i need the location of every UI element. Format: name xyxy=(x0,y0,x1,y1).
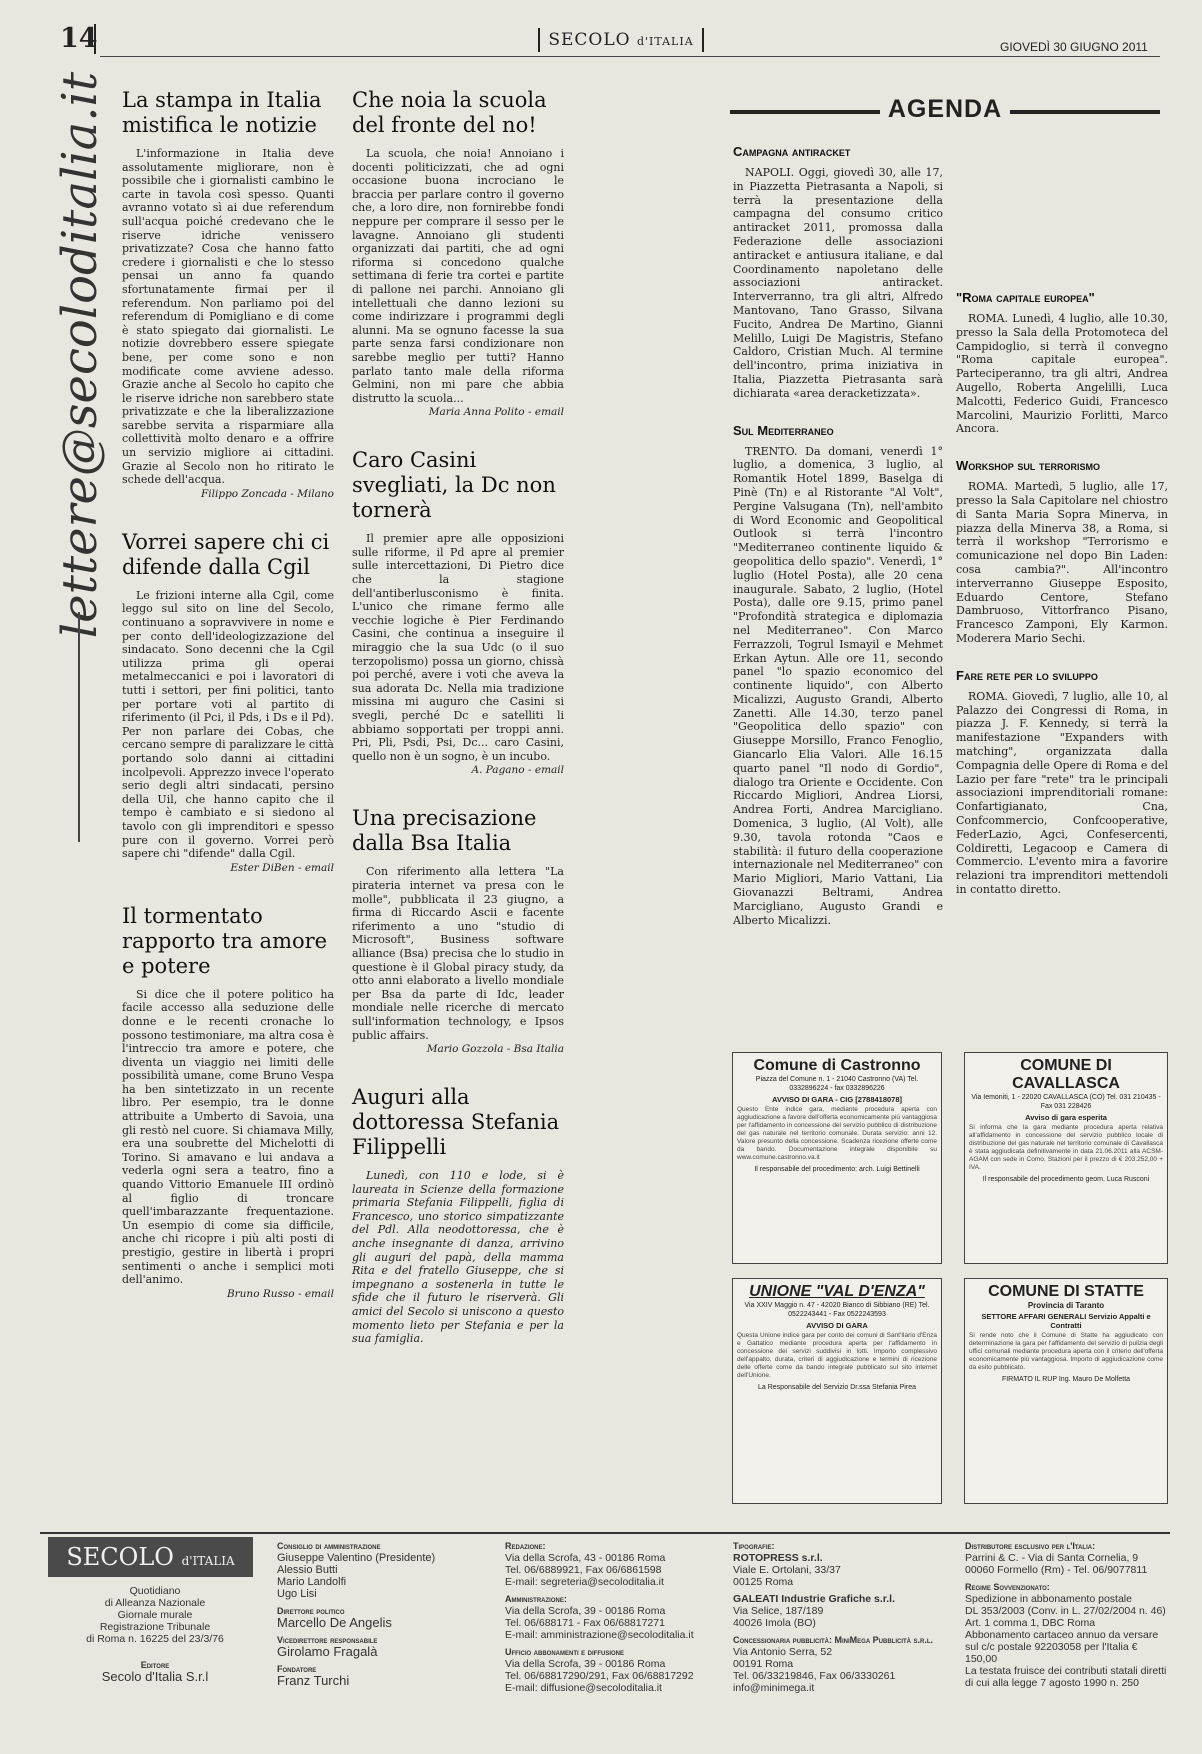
colophon-printing xyxy=(733,1540,943,1694)
notice-body: Si informa che la gara mediante procedura aperta relativa all'affidamento in concessione del servizio pubblico locale di distribuzione del gas naturale nel territorio comunale di Cavallasca è stata aggiudicata definitivamente in data 21.06.2011 alla ACSM-AGAM con sede in Como. Stazioni per il prezzo di € 203.252,00 + IVA. xyxy=(969,1124,1163,1171)
letter-body: Con riferimento alla lettera "La pirateria internet va presa con le molle", pubblicata il 23 giugno, a firma di Riccardo Ascii e facente riferimento a uno "studio di Microsoft", Business software alliance (Bsa) precisa che lo studio in questione è il Global piracy study, da otto anni elaborato a livello mondiale per Bsa da parte di Idc, leader mondiale nelle ricerche di mercato sull'information technology, e Ipsos public affairs. xyxy=(352,865,564,1042)
letter-title: La stampa in Italia mistifica le notizie xyxy=(122,88,322,137)
colophon-line[interactable]: E-mail: diffusione@secoloditalia.it xyxy=(505,1682,662,1694)
notice-responsible: FIRMATO IL RUP Ing. Mauro De Molfetta xyxy=(1001,1376,1131,1383)
notice-heading: AVVISO DI GARA xyxy=(806,1321,868,1330)
notice-heading: Avviso di gara esperita xyxy=(1025,1113,1107,1122)
colophon-line: di Alleanza Nazionale xyxy=(104,1597,206,1609)
letter-title: Auguri alla dottoressa Stefania Filippelli xyxy=(352,1085,560,1160)
colophon-heading: Editore xyxy=(140,1660,170,1670)
colophon-line: 00125 Roma xyxy=(733,1576,794,1588)
colophon-line: Ugo Lisi xyxy=(277,1588,317,1600)
colophon-heading: Distributore esclusivo per l'Italia: xyxy=(965,1541,1096,1551)
colophon-heading: Ufficio abbonamenti e diffusione xyxy=(505,1647,624,1657)
colophon-line: Via Selice, 187/189 xyxy=(733,1605,824,1617)
letter-article xyxy=(122,530,334,874)
side-email-text: lettere@secoloditalia.it xyxy=(52,71,108,639)
colophon-line: Parrini & C. - Via di Santa Cornelia, 9 xyxy=(965,1552,1139,1564)
colophon-heading: Consiglio di amministrazione xyxy=(277,1541,381,1551)
letter-signature: Ester DiBen - email xyxy=(230,861,334,874)
agenda-title: AGENDA xyxy=(887,95,1003,123)
colophon-line: Alessio Butti xyxy=(277,1564,338,1576)
colophon-line: Via della Scrofa, 43 - 00186 Roma xyxy=(505,1552,666,1564)
letter-title: Una precisazione dalla Bsa Italia xyxy=(352,806,537,856)
colophon-line: Girolamo Fragalà xyxy=(277,1644,378,1659)
letter-body: L'informazione in Italia deve assolutamente migliorare, non è possibile che i giornalisti cambino le carte in tavola così spesso. Quanti avranno votato sì ai due referendum sull'acqua poiché credevano che le riserve idriche venissero privatizzate? Cosa che hanno fatto credere i giornalisti e che lo stesso pensai un anno fa quando sfortunatamente firmai per il referendum. Non parliamo poi del referendum di Pomigliano e di come è stato spiegato dai giornalisti. Le notizie dovrebbero essere spiegate bene, per come sono e non modificate come avviene adesso. Grazie anche al Secolo ho capito che le riserve idriche non sarebbero state privatizzate e che la liberalizzazione sarebbe servita a risparmiare alla collettività molto denaro e a offrire un servizio migliore ai cittadini. Grazie al Secolo non ho ritirato le schede dell'acqua. xyxy=(122,147,334,487)
colophon-line[interactable]: info@minimega.it xyxy=(733,1682,815,1694)
agenda-heading xyxy=(730,95,1160,129)
colophon-line: Via della Scrofa, 39 - 00186 Roma xyxy=(505,1605,666,1617)
footer-logo-main: SECOLO xyxy=(66,1543,174,1571)
colophon-heading: Amministrazione: xyxy=(505,1594,567,1604)
masthead-name: SECOLO xyxy=(548,30,631,50)
letters-column-1 xyxy=(122,88,334,1330)
masthead xyxy=(538,28,704,52)
legal-notice-val-denza xyxy=(732,1278,942,1504)
colophon-line: ROTOPRESS s.r.l. xyxy=(733,1552,823,1564)
colophon-line: DL 353/2003 (Conv. in L. 27/02/2004 n. 46) xyxy=(965,1605,1166,1617)
colophon-line: di cui alla legge 7 agosto 1990 n. 250 xyxy=(965,1677,1139,1689)
colophon-board xyxy=(277,1540,487,1687)
notice-responsible: Il responsabile del procedimento geom. Luca Rusconi xyxy=(982,1176,1150,1183)
colophon-line: Tel. 06/688171 - Fax 06/68817271 xyxy=(505,1617,665,1629)
colophon-line: 00060 Formello (Rm) - Tel. 06/9077811 xyxy=(965,1564,1148,1576)
letter-signature: Bruno Russo - email xyxy=(226,1287,334,1300)
agenda-item xyxy=(733,423,943,928)
agenda-item-body: ROMA. Giovedì, 7 luglio, alle 10, al Palazzo dei Congressi di Roma, in piazza J. F. Kennedy, si terrà la manifestazione "Expanders with matching", organizzata dalla Compagnia delle Opere di Roma e del Lazio per fare "rete" tra le principali associazioni imprenditoriali romane: Confartigianato, Cna, Confcommercio, Confcooperative, FederLazio, Agci, Confesercenti, Coldiretti, Legacoop e Camera di Commercio. L'evento mira a favorire relazioni tra imprenditori mettendoli in contatto diretto. xyxy=(956,689,1168,896)
colophon-heading: Concessionaria pubblicità: MiniMega Pubblicità s.r.l. xyxy=(733,1635,933,1645)
letter-article xyxy=(122,88,334,500)
colophon-line[interactable]: E-mail: amministrazione@secoloditalia.it xyxy=(505,1629,694,1641)
agenda-item-body: ROMA. Martedì, 5 luglio, alle 17, presso la Sala Capitolare nel chiostro di Santa Maria Sopra Minerva, in piazza della Minerva 38, a Roma, si terrà il workshop "Terrorismo e comunicazione nel dopo Bin Laden: cosa cambia?". All'incontro interverranno Giuseppe Esposito, Eduardo Centore, Stefano Dambruoso, Vittorfranco Pisano, Francesco Zamponi, Ely Karmon. Moderera Mario Sechi. xyxy=(956,480,1168,645)
colophon-line: Giuseppe Valentino (Presidente) xyxy=(277,1552,436,1564)
colophon-heading: Tipografie: xyxy=(733,1541,775,1551)
agenda-item-title: "Roma capitale europea" xyxy=(956,290,1095,305)
notice-title: Comune di Castronno xyxy=(753,1057,921,1074)
agenda-item-body: NAPOLI. Oggi, giovedì 30, alle 17, in Piazzetta Pietrasanta a Napoli, si terrà la presentazione della campagna del consumo critico antiracket 2011, promossa dalla Federazione delle associazioni antiracket e antiusura italiane, e dal Coordinamento napoletano delle associazioni antiracket. Interverranno, tra gli altri, Alfredo Mantovano, Tano Grasso, Silvana Fucito, Andrea De Martino, Gianni Melillo, Luigi De Magistris, Stefano Caldoro, Cristian Much. Al termine dell'incontro, prima iniziativa in Italia, Piazzetta Pietrasanta sarà dichiarata «area deracketizzata». xyxy=(733,166,943,400)
side-rule xyxy=(78,612,80,842)
agenda-item-body: TRENTO. Da domani, venerdì 1° luglio, a domenica, 3 luglio, al Romantik Hotel 1899, Baselga di Pinè (Tn) e al Ristorante "Al Volt", Pergine Valsugana (Tn), nell'ambito di Word Economic and Geopolitical Outlook si terrà l'incontro "Mediterraneo continente liquido & geopolitica dello spazio". Venerdì, 1° luglio (Hotel Posta), alle 20 cena inaugurale. Sabato, 2 luglio, (Hotel Posta), dalle ore 9.15, primo panel "Profondità strategica e diplomazia nel Mediterraneo". Con Marco Ferrazzoli, Togrul Ismayil e Mehmet Erkan Aytun. Alle ore 11, secondo panel "lo spazio economico del continente liquido", con Alberto Micalizzi, Augusto Grandi, Alberto Zanetti. Alle 14.30, terzo panel "Geopolitica dello spazio" con Giuseppe Morsillo, Franco Fenoglio, Giancarlo Elia Valori. Alle 16.15 quarto panel "Il nodo di Gordio", dialogo tra Oriente e Occidente. Con Riccardo Migliori, Andrea Liorsi, Andrea Forti, Andrea Marcigliano. Domenica, 3 luglio, (Al Volt), alle 9.30, tavola rotonda "Caos e stabilità: il futuro della cooperazione internazionale nel Mediterraneo" con Mario Migliori, Mario Vattani, Lia Giovanazzi Beltrami, Andrea Marcigliano, Augusto Grandi e Alberto Micalizzi. xyxy=(733,444,943,927)
colophon-line: di Roma n. 16225 del 23/3/76 xyxy=(86,1633,224,1645)
agenda-item-title: Sul Mediterraneo xyxy=(733,422,834,438)
colophon-line: 00191 Roma xyxy=(733,1658,794,1670)
letter-signature: Mario Gozzola - Bsa Italia xyxy=(426,1043,564,1056)
colophon-heading: Fondatore xyxy=(277,1664,317,1674)
notice-address: Via XXIV Maggio n. 47 - 42020 Bianco di Sibbiano (RE) Tel. 0522243441 - Fax 0522243593 xyxy=(744,1302,930,1318)
agenda-item-title: Workshop sul terrorismo xyxy=(956,458,1100,474)
header-rule xyxy=(100,56,1160,57)
legal-notice-cavallasca xyxy=(964,1052,1168,1264)
letter-title: Caro Casini svegliati, la Dc non tornerà xyxy=(352,448,556,523)
letter-article xyxy=(352,88,564,418)
colophon-line: Franz Turchi xyxy=(277,1673,350,1688)
letter-article xyxy=(352,806,564,1055)
legal-notice-castronno xyxy=(732,1052,942,1264)
letter-body: Si dice che il potere politico ha facile accesso alla seduzione delle donne e le recenti cronache lo possono testimoniare, ma altra cosa è l'intreccio tra amore e potere, che diventa un viaggio nei limiti delle possibilità umane, come Bruno Vespa ha ben sintetizzato in un recente libro. Per esempio, tra le donne attribuite a Umberto di Savoia, una gli restò nel cuore. Si chiamava Milly, era una soubrette del Michelotti di Torino. Si amavano e lui andava a vederla ogni sera a teatro, fino a quando Vittorio Emanuele III ordinò al figlio di troncare quell'imbarazzante frequentazione. Un esempio di come sia difficile, anche chi ricopre i più alti posti di prestigio, gestire in libertà i propri sentimenti o anche i semplici moti dell'animo. xyxy=(122,987,334,1287)
colophon-heading: Redazione: xyxy=(505,1541,546,1551)
colophon-line: Spedizione in abbonamento postale xyxy=(965,1593,1132,1605)
notice-title: COMUNE DI STATTE xyxy=(988,1283,1144,1300)
notice-responsible: Il responsabile del procedimento: arch. Luigi Bettinelli xyxy=(754,1166,920,1173)
colophon-line: Registrazione Tribunale xyxy=(99,1621,211,1633)
agenda-item-title: Campagna antiracket xyxy=(733,144,851,159)
colophon-line: GALEATI Industrie Grafiche s.r.l. xyxy=(733,1593,896,1605)
colophon-line: Viale E. Ortolani, 33/37 xyxy=(733,1564,841,1576)
colophon-heading: Regime Sovvenzionato: xyxy=(965,1582,1050,1592)
colophon-line: Tel. 06/6889921, Fax 06/6861598 xyxy=(505,1564,662,1576)
colophon-line: Quotidiano xyxy=(129,1585,181,1597)
colophon-line: Giornale murale xyxy=(117,1609,193,1621)
notice-body: Questo Ente indice gara, mediante procedura aperta con aggiudicazione a favore dell'offerta economicamente più vantaggiosa per l'affidamento in concessione del servizio pubblico di distribuzione del gas naturale nel territorio comunale. Durata servizio: anni 12. Valore presunto della concessione. Scadenza ricezione offerte come da bando. Documentazione integrale disponibile su www.comune.castronno.va.it xyxy=(737,1106,937,1161)
colophon-line: Abbonamento cartaceo annuo da versare xyxy=(965,1629,1159,1641)
letter-article xyxy=(352,1085,564,1346)
colophon-heading: Direttore politico xyxy=(277,1606,345,1616)
colophon-line: Mario Landolfi xyxy=(277,1576,347,1588)
letter-body: Il premier apre alle opposizioni sulle riforme, il Pd apre al premier sulle intercettazioni, Di Pietro dice che la stagione dell'antiberlusconismo è finita. L'unico che rimane fermo alle vecchie logiche è Pier Ferdinando Casini, che continua a inseguire il miraggio che la sua Udc (o il suo terzopolismo) possa un giorno, chissà poi perché, avere i voti che aveva la sua adorata Dc. Nella mia tradizione missina mi auguro che Casini si svegli, perché Dc e satelliti li abbiamo sopportati per troppi anni. Pri, Pli, Psdi, Psi, Dc... caro Casini, quello non è un sogno, è un incubo. xyxy=(352,532,564,763)
page-number: 14 xyxy=(60,23,98,54)
letter-title: Che noia la scuola del fronte del no! xyxy=(352,88,547,137)
agenda-item xyxy=(956,668,1168,897)
colophon-line: Marcello De Angelis xyxy=(277,1615,392,1630)
colophon-heading: Vicedirettore responsabile xyxy=(277,1635,378,1645)
notice-title: UNIONE "VAL D'ENZA" xyxy=(749,1283,925,1300)
colophon-line: Art. 1 comma 1, DBC Roma xyxy=(965,1617,1096,1629)
legal-notice-statte xyxy=(964,1278,1168,1504)
agenda-column-right xyxy=(956,290,1168,919)
footer-logo xyxy=(48,1537,253,1577)
colophon-line: sul c/c postale 92203058 per l'Italia € 150,00 xyxy=(965,1641,1138,1665)
notice-address: Piazza del Comune n. 1 - 21040 Castronno (VA) Tel. 0332896224 - fax 0332896226 xyxy=(755,1076,919,1092)
letter-body: La scuola, che noia! Annoiano i docenti politicizzati, che ad ogni occasione buona incrociano le braccia per parlare contro il governo che, a loro dire, non fornirebbe fondi neppure per comprare il sesso per le lavagne. Annoiano gli studenti organizzati dai partiti, che ad ogni riforma si concedono qualche settimana di ferie tra cortei e partite di pallone nei parchi. Annoiano gli intellettuali che danno lezioni su come indirizzare i programmi degli alunni. Ma se ognuno facesse la sua parte senza farsi condizionare non sarebbe meglio per tutti? Hanno parlato tanto male della riforma Gelmini, non mi pare che abbia distrutto la scuola... xyxy=(352,147,564,405)
letter-signature: Maria Anna Polito - email xyxy=(428,406,564,419)
date-line: GIOVEDÌ 30 GIUGNO 2011 xyxy=(1000,40,1148,54)
letter-title: Vorrei sapere chi ci difende dalla Cgil xyxy=(122,529,330,579)
agenda-item xyxy=(733,144,943,401)
colophon-contacts xyxy=(505,1540,720,1694)
colophon-line: Tel. 06/68817290/291, Fax 06/68817292 xyxy=(505,1670,694,1682)
notice-body: Si rende noto che il Comune di Statte ha aggiudicato con determinazione la gara per l'affidamento del servizio di pulizia degli uffici comunali mediante procedura aperta con il criterio dell'offerta economicamente più vantaggiosa. Importo di aggiudicazione come da esito pubblicato. xyxy=(969,1332,1163,1371)
letter-signature: A. Pagano - email xyxy=(471,764,564,777)
letter-body: Le frizioni interne alla Cgil, come leggo sul sito on line del Secolo, continuano a sopravvivere in nome e per conto dell'ideologizzazione del sindacato. Sono decenni che la Cgil utilizza prima gli operai metalmeccanici e poi i lavoratori di tutti i settori, per fini politici, tanto per portare voti al partito di riferimento (il Pci, il Pds, i Ds e il Pd). Per non parlare dei Cobas, che cercano sempre di paralizzare le città portando solo danni ai cittadini incolpevoli. Apprezzo invece l'operato serio degli altri sindacati, persino della Uil, che hanno capito che il tempo è cambiato e si siedono al tavolo con gli imprenditori e spesso pure con il governo. Vorrei però sapere chi "difende" dalla Cgil. xyxy=(122,588,334,861)
masthead-suffix: d'ITALIA xyxy=(636,35,694,48)
colophon-line: Secolo d'Italia S.r.l xyxy=(101,1669,209,1684)
notice-title: COMUNE DI CAVALLASCA xyxy=(1012,1057,1120,1092)
agenda-column-left xyxy=(733,144,943,949)
colophon-line[interactable]: E-mail: segreteria@secoloditalia.it xyxy=(505,1576,664,1588)
agenda-item xyxy=(956,290,1168,436)
colophon-line: La testata fruisce dei contributi statali diretti xyxy=(965,1665,1167,1677)
colophon-line: Tel. 06/33219846, Fax 06/3330261 xyxy=(733,1670,896,1682)
footer-logo-suffix: d'ITALIA xyxy=(181,1554,235,1568)
colophon-line: Via della Scrofa, 39 - 00186 Roma xyxy=(505,1658,666,1670)
agenda-item xyxy=(956,458,1168,646)
notice-body: Questa Unione indice gara per conto dei comuni di Sant'Ilario d'Enza e Gattatico mediante procedura aperta per l'affidamento in concessione dei servizi suddivisi in lotti. Importo complessivo dell'appalto, durata, criteri di aggiudicazione e termini di ricezione delle offerte come da bando integrale pubblicato sul sito internet dell'Unione. xyxy=(737,1332,937,1379)
letter-signature: Filippo Zoncada - Milano xyxy=(201,487,334,500)
colophon-line: Via Antonio Serra, 52 xyxy=(733,1646,833,1658)
notice-responsible: La Responsabile del Servizio Dr.ssa Stefania Pirea xyxy=(758,1384,916,1391)
agenda-item-body: ROMA. Lunedì, 4 luglio, alle 10.30, presso la Sala della Protomoteca del Campidoglio, si terrà il convegno "Roma capitale europea". Parteciperanno, tra gli altri, Andrea Augello, Roberta Angelilli, Luca Malcotti, Federico Guidi, Francesco Marcolini, Maurizio Forlitti, Marco Ancora. xyxy=(956,312,1168,436)
letter-body: Lunedì, con 110 e lode, si è laureata in Scienze della formazione primaria Stefania Filippelli, figlia di Francesco, uno storico simpatizzante del Pdl. Alla neodottoressa, che è anche insegnante di danza, arrivino gli auguri del papà, della mamma Rita e del fratello Giuseppe, che si impegnano a sostenerla in tutte le sfide che il futuro le riserverà. Gli amici del Secolo si uniscono a questo momento lieto per Stefania e per la sua famiglia. xyxy=(352,1169,564,1346)
agenda-item-title: Fare rete per lo sviluppo xyxy=(956,667,1098,683)
notice-heading: AVVISO DI GARA - CIG [2788418078] xyxy=(771,1095,903,1104)
side-email[interactable] xyxy=(50,71,110,639)
colophon-registration xyxy=(60,1585,250,1683)
letter-title: Il tormentato rapporto tra amore e potere xyxy=(122,903,328,978)
letter-article xyxy=(122,904,334,1300)
notice-address: Via Iemoniti, 1 - 22020 CAVALLASCA (CO) Tel. 031 210435 - Fax 031 228426 xyxy=(971,1094,1161,1110)
notice-heading: SETTORE AFFARI GENERALI Servizio Appalti e Contratti xyxy=(981,1312,1151,1330)
notice-address: Provincia di Taranto xyxy=(1027,1301,1105,1310)
colophon-distribution xyxy=(965,1540,1170,1689)
letters-column-2 xyxy=(352,88,564,1376)
colophon-line: 40026 Imola (BO) xyxy=(733,1617,816,1629)
letter-article xyxy=(352,448,564,776)
